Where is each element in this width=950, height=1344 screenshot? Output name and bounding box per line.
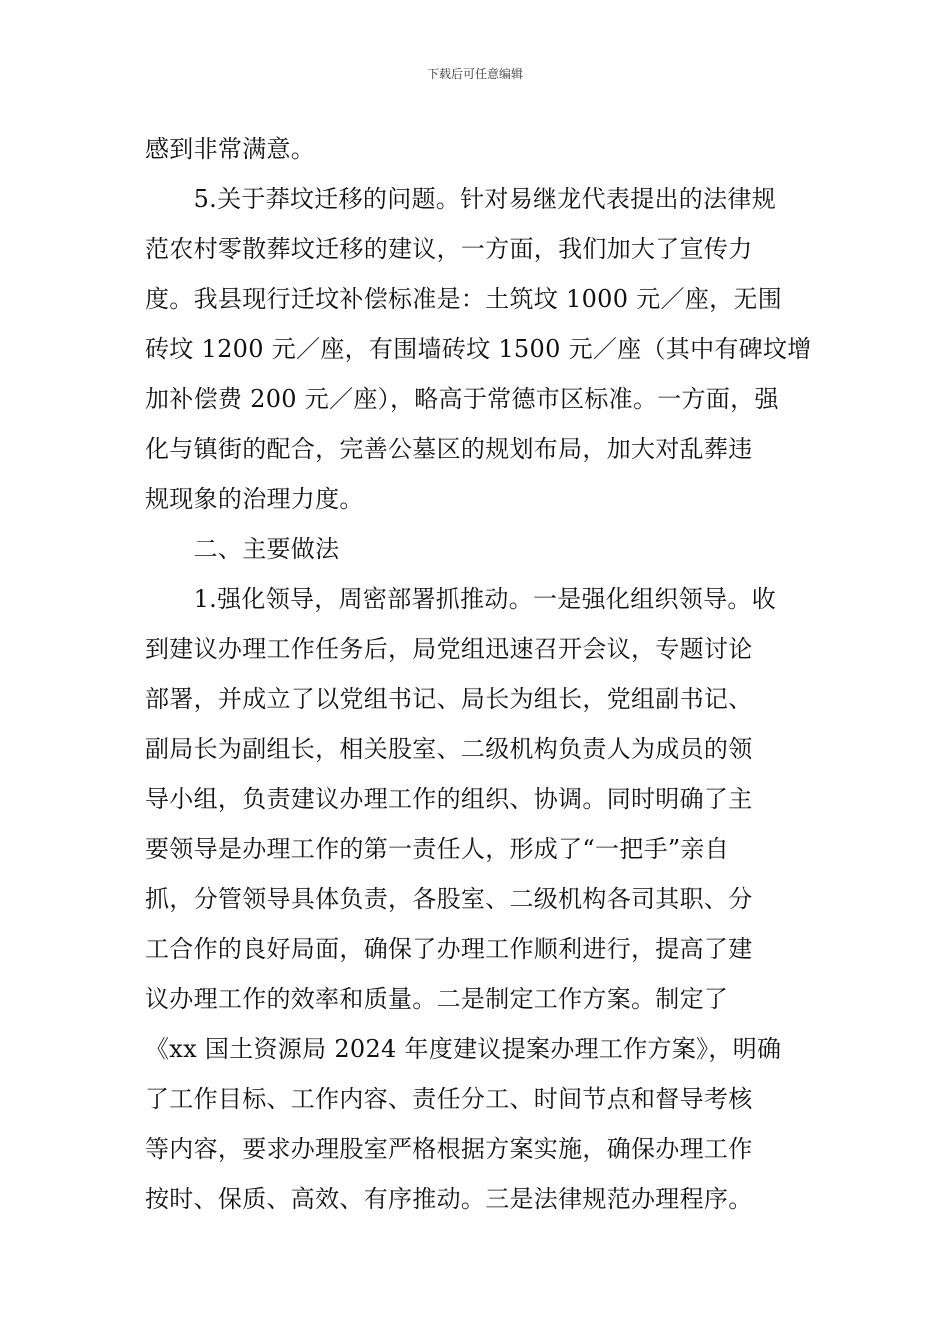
text-line-18: 议办理工作的效率和质量。二是制定工作方案。制定了 xyxy=(145,985,729,1013)
text-line-22: 按时、保质、高效、有序推动。三是法律规范办理程序。 xyxy=(145,1185,753,1213)
text-line-1: 感到非常满意。 xyxy=(145,135,316,163)
text-line-10: 1.强化领导，周密部署抓推动。一是强化组织领导。收 xyxy=(145,585,776,613)
text-line-16: 抓，分管领导具体负责，各股室、二级机构各司其职、分 xyxy=(145,885,753,913)
text-line-13: 副局长为副组长，相关股室、二级机构负责人为成员的领 xyxy=(145,735,753,763)
text-line-12: 部署，并成立了以党组书记、局长为组长，党组副书记、 xyxy=(145,685,753,713)
text-line-15: 要领导是办理工作的第一责任人，形成了“一把手”亲自 xyxy=(145,835,730,863)
text-line-3: 范农村零散葬坟迁移的建议，一方面，我们加大了宣传力 xyxy=(145,235,753,263)
text-line-2: 5.关于莽坟迁移的问题。针对易继龙代表提出的法律规 xyxy=(145,185,776,213)
page-header: 下载后可任意编辑 xyxy=(426,67,523,81)
text-line-4: 度。我县现行迁坟补偿标准是：土筑坟 1000 元／座，无围 xyxy=(145,285,783,313)
text-line-11: 到建议办理工作任务后，局党组迅速召开会议，专题讨论 xyxy=(145,635,753,663)
text-line-19: 《xx 国土资源局 2024 年度建议提案办理工作方案》，明确 xyxy=(145,1035,782,1063)
text-line-20: 了工作目标、工作内容、责任分工、时间节点和督导考核 xyxy=(145,1085,753,1113)
text-line-6: 加补偿费 200 元／座），略高于常德市区标准。一方面，强 xyxy=(145,385,779,413)
section-heading: 二、主要做法 xyxy=(145,535,340,563)
document-body xyxy=(145,124,812,1224)
text-line-14: 导小组，负责建议办理工作的组织、协调。同时明确了主 xyxy=(145,785,753,813)
text-line-7: 化与镇街的配合，完善公墓区的规划布局，加大对乱葬违 xyxy=(145,435,753,463)
text-line-17: 工合作的良好局面，确保了办理工作顺利进行，提高了建 xyxy=(145,935,753,963)
text-line-8: 规现象的治理力度。 xyxy=(145,485,364,513)
text-line-21: 等内容，要求办理股室严格根据方案实施，确保办理工作 xyxy=(145,1135,753,1163)
text-line-5: 砖坟 1200 元／座，有围墙砖坟 1500 元／座（其中有碑坟增 xyxy=(145,335,812,363)
